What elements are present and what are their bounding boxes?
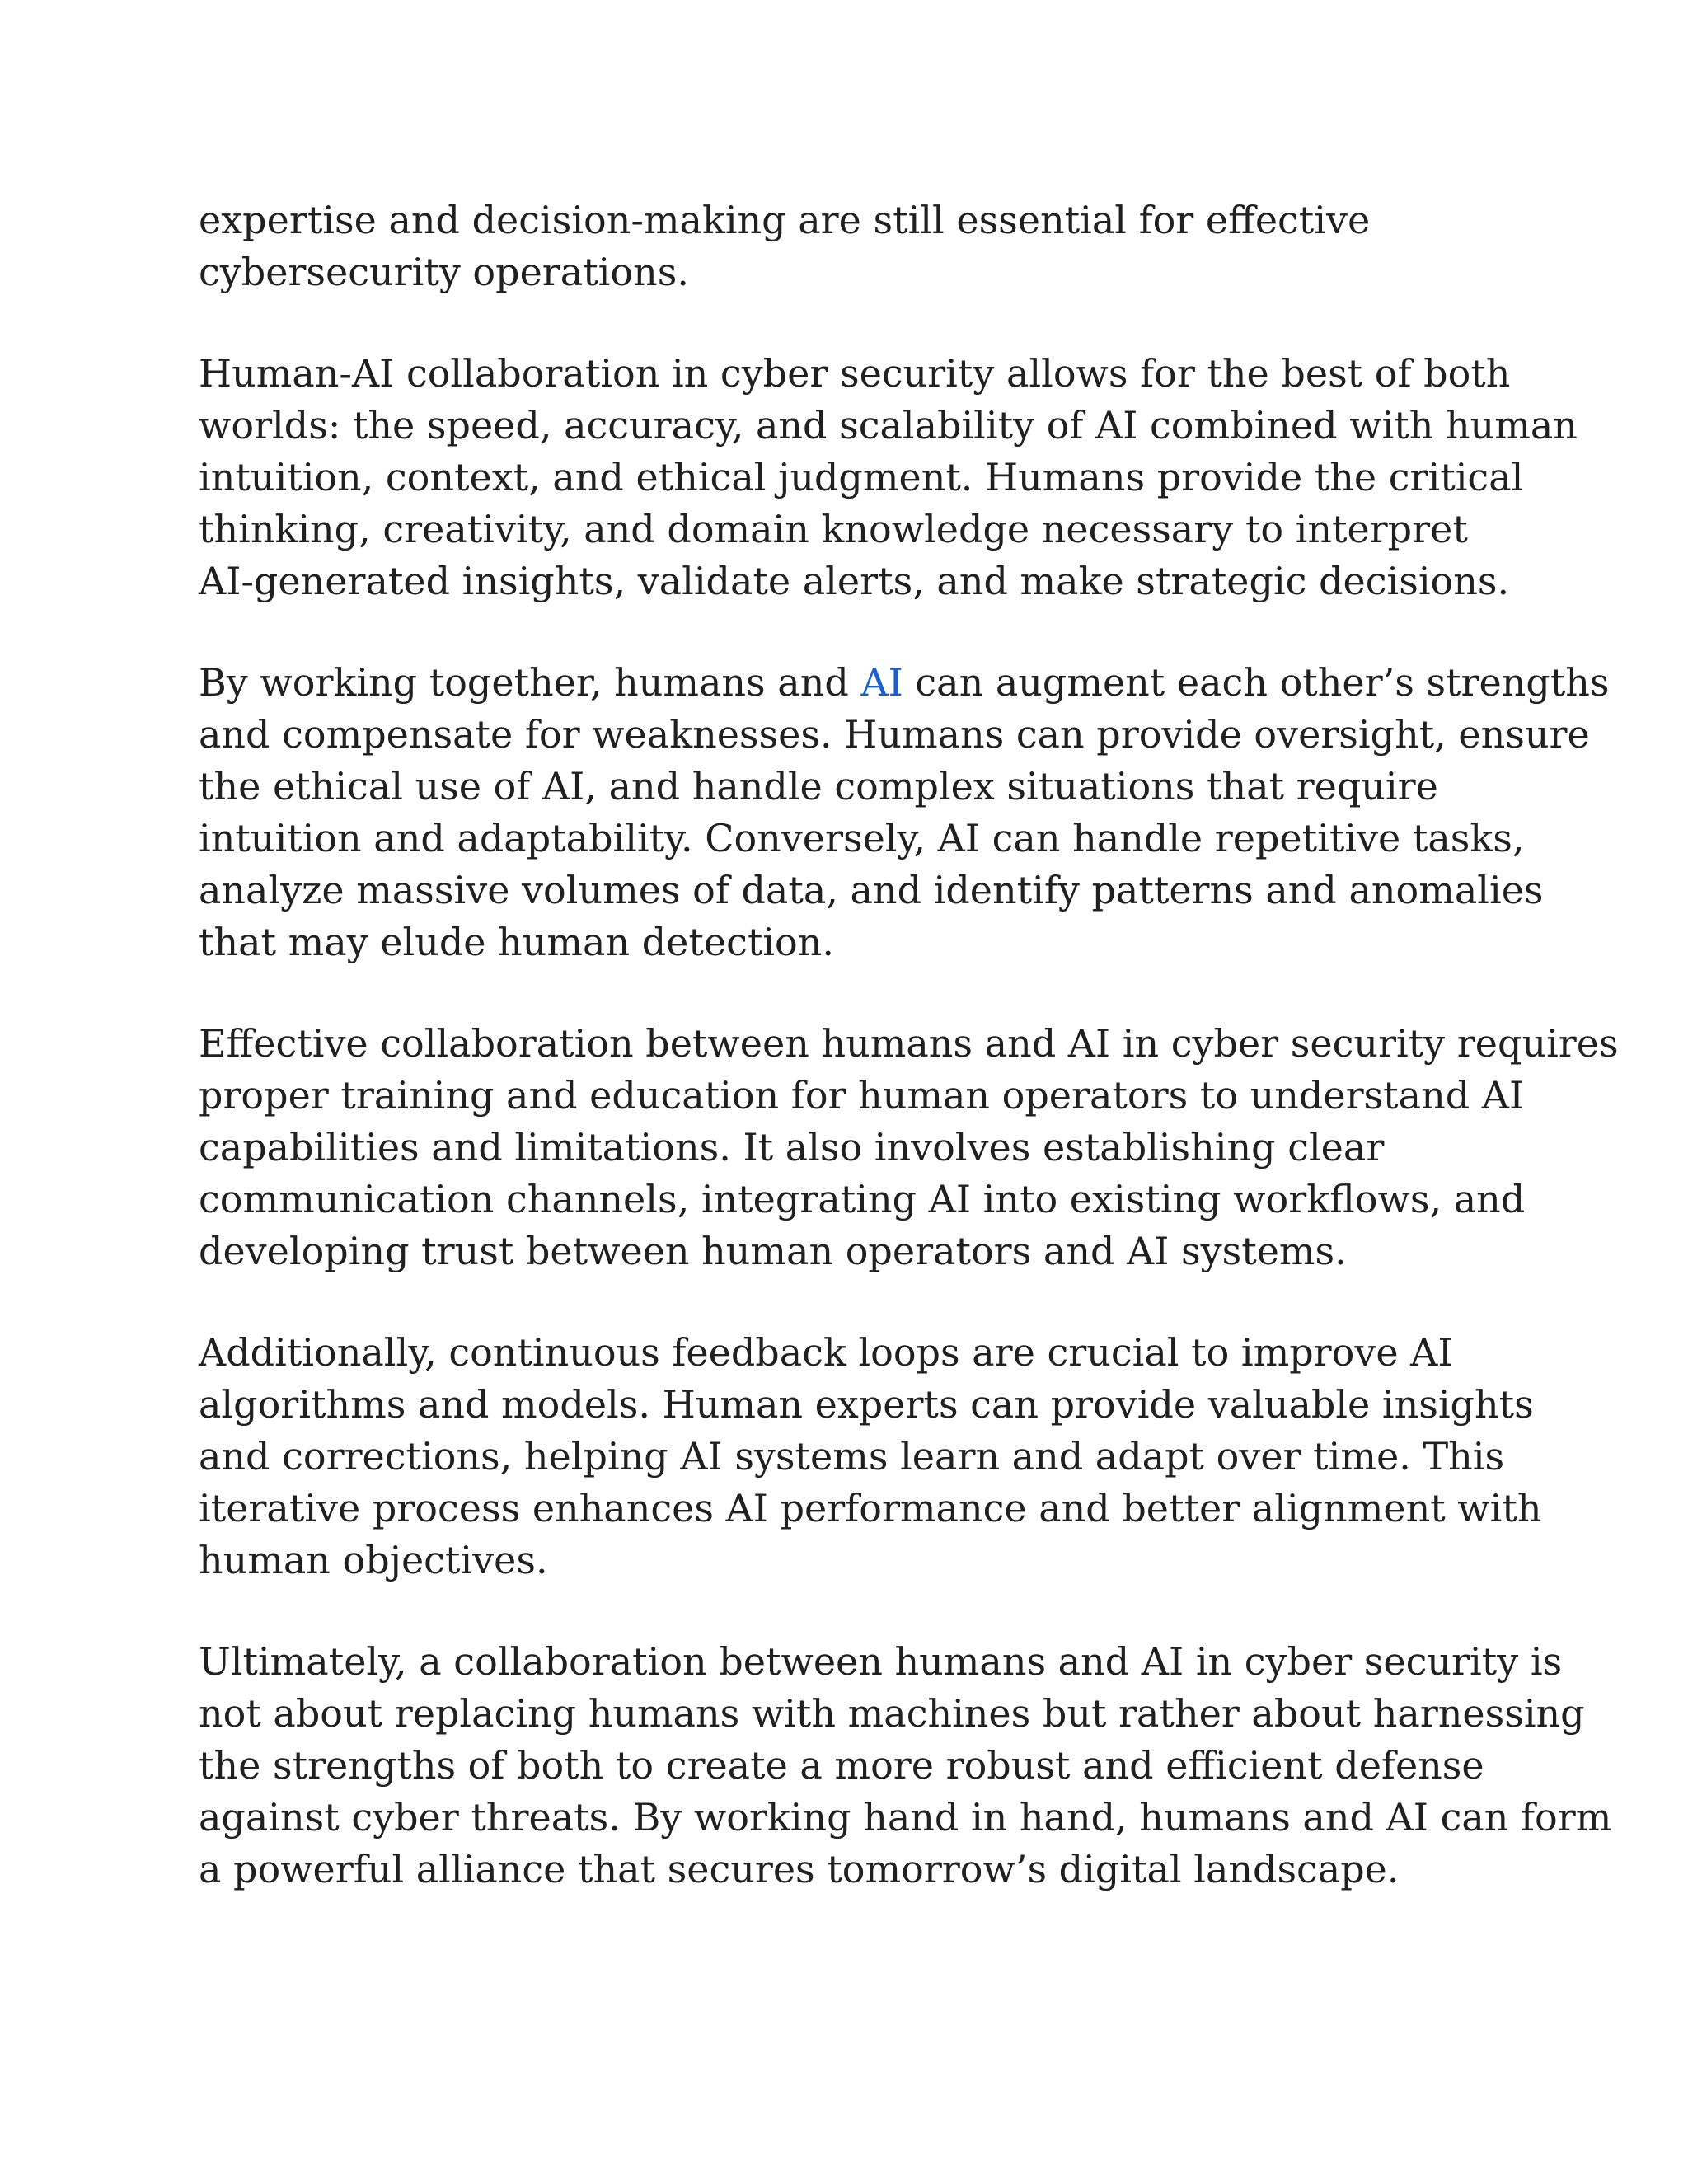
text-line: and compensate for weaknesses. Humans can provide oversight, ensure [199, 712, 1590, 757]
text-line: Additionally, continuous feedback loops are crucial to improve AI [199, 1330, 1453, 1375]
text-line: thinking, creativity, and domain knowledge necessary to interpret [199, 507, 1468, 551]
paragraph-3 [199, 657, 1610, 968]
text-line: capabilities and limitations. It also involves establishing clear [199, 1125, 1385, 1169]
text-line: the strengths of both to create a more robust and efficient defense [199, 1743, 1484, 1788]
text-line: and corrections, helping AI systems learn and adapt over time. This [199, 1434, 1505, 1479]
paragraph-6 [199, 1636, 1612, 1896]
document-body [199, 194, 1619, 1945]
text-line: developing trust between human operators and AI systems. [199, 1229, 1347, 1273]
text-line: cybersecurity operations. [199, 250, 689, 294]
text-line: intuition, context, and ethical judgment. Humans provide the critical [199, 455, 1524, 499]
text-segment: By working together, humans and [199, 660, 861, 705]
text-line-with-link [199, 657, 1610, 709]
text-line: Ultimately, a collaboration between humans and AI in cyber security is [199, 1639, 1563, 1684]
text-line: expertise and decision-making are still essential for effective [199, 198, 1371, 242]
text-line: against cyber threats. By working hand in hand, humans and AI can form [199, 1795, 1612, 1840]
text-line: analyze massive volumes of data, and identify patterns and anomalies [199, 868, 1544, 912]
text-line: not about replacing humans with machines but rather about harnessing [199, 1691, 1585, 1736]
text-line: that may elude human detection. [199, 920, 834, 964]
text-line: iterative process enhances AI performance and better alignment with [199, 1486, 1542, 1530]
text-line: proper training and education for human operators to understand AI [199, 1073, 1525, 1118]
paragraph-5 [199, 1327, 1542, 1586]
text-line: worlds: the speed, accuracy, and scalability of AI combined with human [199, 403, 1578, 448]
paragraph-2 [199, 348, 1578, 607]
text-line: intuition and adaptability. Conversely, AI can handle repetitive tasks, [199, 816, 1525, 860]
text-line: a powerful alliance that secures tomorrow’s digital landscape. [199, 1847, 1400, 1891]
text-line: human objectives. [199, 1538, 548, 1582]
paragraph-4 [199, 1018, 1619, 1277]
text-line: AI-generated insights, validate alerts, and make strategic decisions. [199, 559, 1510, 603]
ai-link[interactable]: AI [860, 660, 903, 705]
text-line: communication channels, integrating AI into existing workflows, and [199, 1177, 1526, 1221]
text-line: Human-AI collaboration in cyber security allows for the best of both [199, 351, 1511, 396]
paragraph-1 [199, 194, 1517, 298]
text-line: algorithms and models. Human experts can provide valuable insights [199, 1382, 1534, 1427]
text-line: the ethical use of AI, and handle complex situations that require [199, 764, 1438, 808]
text-segment: can augment each other’s strengths [903, 660, 1610, 705]
text-line: Effective collaboration between humans and AI in cyber security requires [199, 1021, 1619, 1066]
